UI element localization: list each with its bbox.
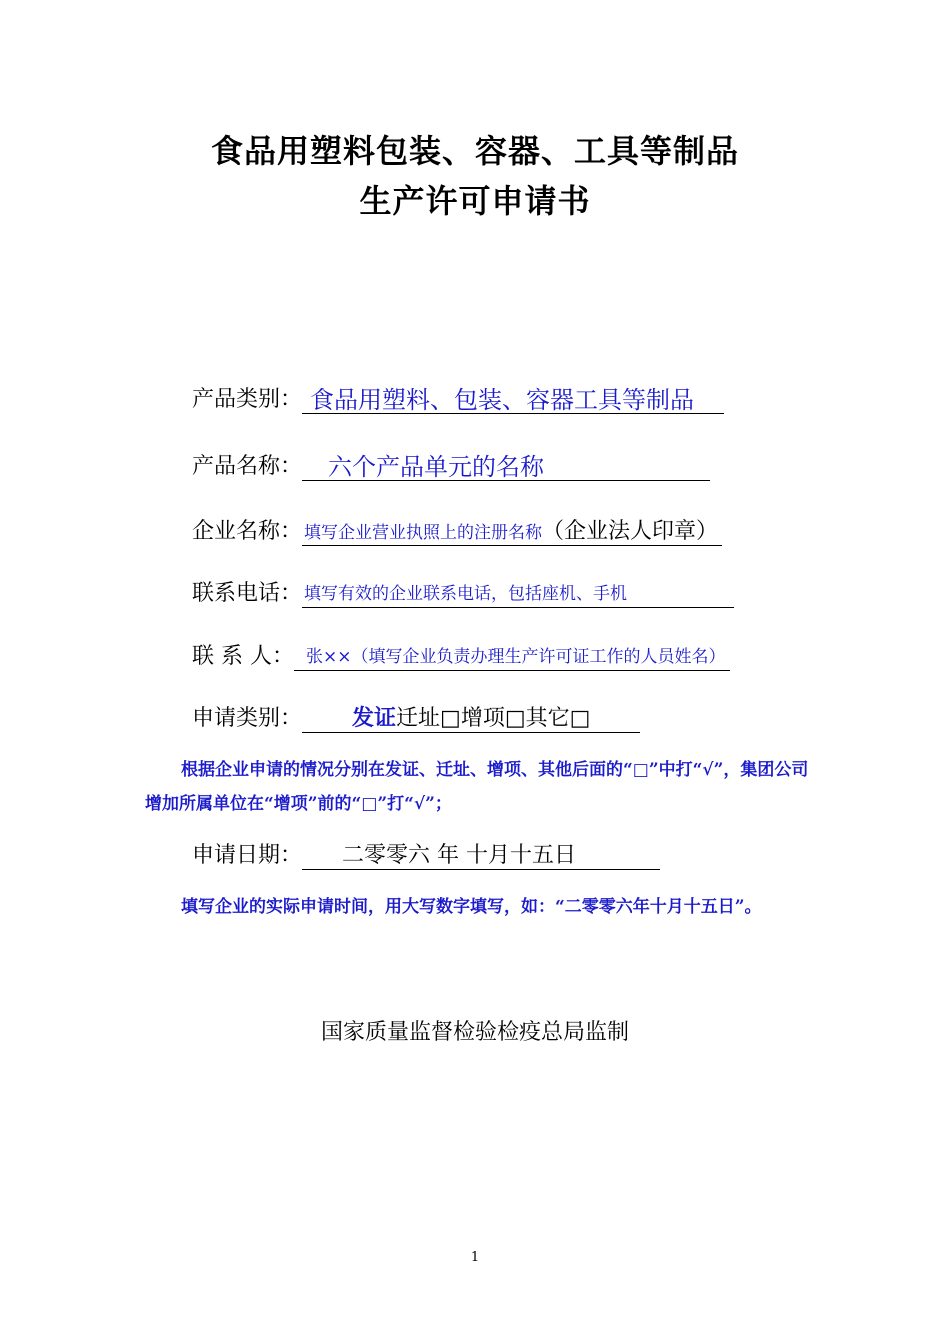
page-number: 1 [470,1250,480,1265]
company-seal-note: （企业法人印章） [542,519,719,544]
selected-type-fazheng: 发证 [352,706,397,731]
field-label: 申请日期： [192,843,303,868]
field-contact [192,643,730,671]
application-type-note: 根据企业申请的情况分别在发证、迁址、增项、其他后面的“□”中打“√”，集团公司增加所属单位在“增项”前的“□”打“√”； [145,760,809,814]
field-product-category [192,386,724,414]
field-company-name [192,518,722,546]
field-label: 产品名称： [192,454,303,479]
company-name-instruction: 填写企业营业执照上的注册名称 [304,523,543,543]
company-name-value [302,518,722,546]
field-label: 申请类别： [192,706,303,731]
phone-value: 填写有效的企业联系电话，包括座机、手机 [302,580,734,608]
field-label: 企业名称： [192,519,303,544]
document-title-line2: 生产许可申请书 [359,182,591,220]
document-title-line1: 食品用塑料包装、容器、工具等制品 [210,132,739,170]
type-options: 迁址□增项□其它□ [396,706,591,731]
field-application-date [192,842,660,870]
field-label: 联系电话： [192,581,303,606]
field-label: 联 系 人： [192,644,294,669]
field-label: 产品类别： [192,387,303,412]
application-date-note: 填写企业的实际申请时间，用大写数字填写，如：“二零零六年十月十五日”。 [181,897,762,917]
field-phone [192,580,734,608]
issuer-footer: 国家质量监督检验检疫总局监制 [320,1020,629,1045]
field-product-name [192,453,710,481]
field-application-type [192,705,640,733]
product-category-value: 食品用塑料、包装、容器工具等制品 [302,386,724,414]
product-name-value: 六个产品单元的名称 [302,453,710,481]
application-date-value: 二零零六 年 十月十五日 [302,842,660,870]
application-type-value [302,705,640,733]
contact-value: 张××（填写企业负责办理生产许可证工作的人员姓名） [294,643,730,671]
